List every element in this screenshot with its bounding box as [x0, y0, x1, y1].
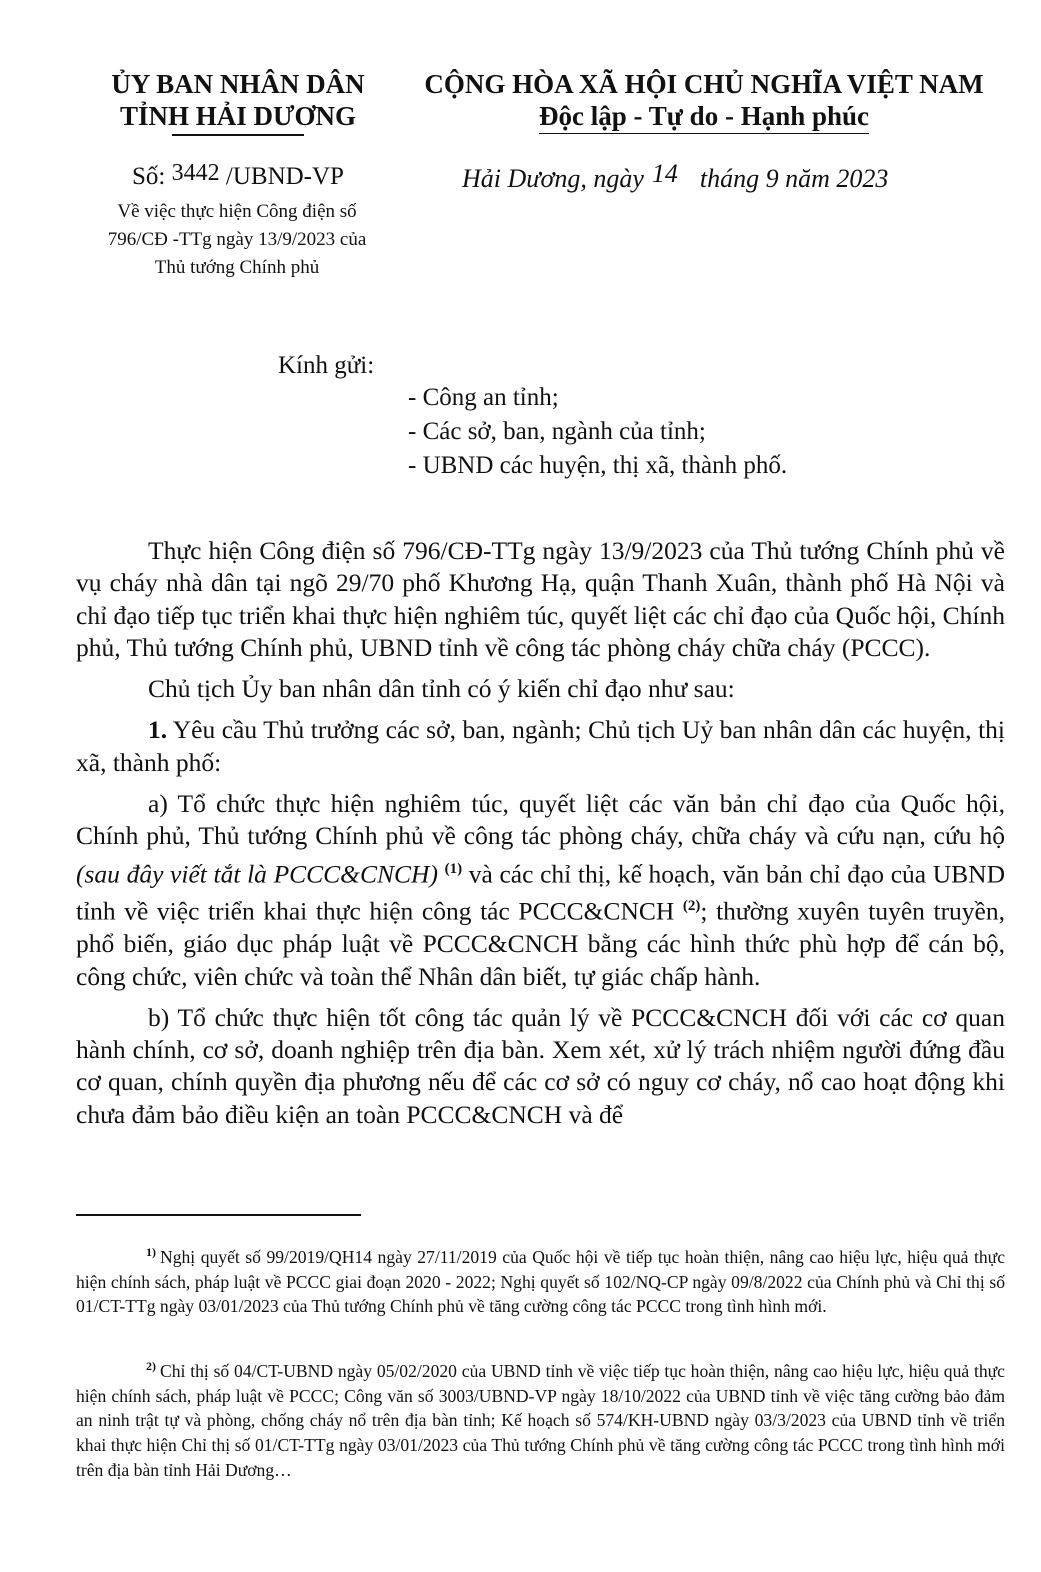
footnote-ref-2[interactable]: (2) — [682, 898, 701, 915]
body-paragraph-1: Thực hiện Công điện số 796/CĐ-TTg ngày 13/9/2023 của Thủ tướng Chính phủ về vụ cháy nhà dân tại ngõ 29/70 phố Khương Hạ, quận Thanh Xuân, thành phố Hà Nội và chỉ đạo tiếp tục triển khai thực hiện nghiêm túc, quyết liệt các chỉ đạo của Quốc hội, Chính phủ, Thủ tướng Chính phủ, UBND tỉnh về công tác phòng cháy chữa cháy (PCCC). — [76, 536, 1005, 662]
national-title-line: CỘNG HÒA XÃ HỘI CHỦ NGHĨA VIỆT NAM — [424, 69, 984, 99]
date-rest: tháng 9 năm 2023 — [699, 164, 889, 193]
document-number-suffix: /UBND-VP — [225, 163, 344, 190]
document-number — [78, 162, 398, 192]
date-day: 14 — [651, 159, 678, 188]
section-text: Yêu cầu Thủ trưởng các sở, ban, ngành; Chủ tịch Uỷ ban nhân dân các huyện, thị xã, thành phố: — [76, 715, 1005, 777]
recipients-greeting: Kính gửi: — [278, 352, 375, 379]
subject-line-1: Về việc thực hiện Công điện số — [117, 201, 357, 222]
section-number: 1. — [148, 715, 168, 745]
body-paragraph-5: b) Tổ chức thực hiện tốt công tác quản lý về PCCC&CNCH đối với các cơ quan hành chính, cơ sở, doanh nghiệp trên địa bàn. Xem xét, xử lý trách nhiệm người đứng đầu cơ quan, chính quyền địa phương nếu để các cơ sở có nguy cơ cháy, nổ cao hoạt động khi chưa đảm bảo điều kiện an toàn PCCC&CNCH và để — [76, 1002, 1005, 1129]
footnote-separator — [76, 1214, 361, 1216]
recipient-item: - Công an tỉnh; — [408, 384, 559, 411]
subject-line-3: Thủ tướng Chính phủ — [154, 257, 320, 278]
footnote-text: Chỉ thị số 04/CT-UBND ngày 05/02/2020 của UBND tỉnh về việc tiếp tục hoàn thiện, nâng cao hiệu lực, hiệu quả thực hiện chính sách, pháp luật về PCCC; Công văn số 3003/UBND-VP ngày 18/10/2022 của UBND tỉnh về việc tăng cường bảo đảm an ninh trật tự và phòng, chống cháy nổ trên địa bàn tỉnh; Kế hoạch số 574/KH-UBND ngày 03/3/2023 của UBND tỉnh về triển khai thực hiện Chỉ thị số 01/CT-TTg ngày 03/01/2023 của Thủ tướng Chính phủ về tăng cường công tác PCCC trong tình hình mới trên địa bàn tỉnh Hải Dương… — [76, 1360, 1005, 1481]
body-paragraph-4 — [76, 788, 1005, 993]
body-paragraph-2: Chủ tịch Ủy ban nhân dân tỉnh có ý kiến chỉ đạo như sau: — [148, 674, 735, 704]
footnote-text: Nghị quyết số 99/2019/QH14 ngày 27/11/2019 của Quốc hội về tiếp tục hoàn thiện, nâng cao hiệu lực, hiệu quả thực hiện chính sách, pháp luật về PCCC giai đoạn 2020 - 2022; Nghị quyết số 102/NQ-CP ngày 09/8/2022 của Chính phủ và Chỉ thị số 01/CT-TTg ngày 03/01/2023 của Thủ tướng Chính phủ về tăng cường công tác PCCC trong tình hình mới. — [76, 1246, 1005, 1317]
footnote-marker: 2) — [146, 1359, 156, 1373]
national-motto: Độc lập - Tự do - Hạnh phúc — [539, 100, 869, 134]
paragraph-text: ; thường xuyên tuyên truyền, phổ biến, giáo dục pháp luật về PCCC&CNCH bằng các hình thức phù hợp để cán bộ, công chức, viên chức và toàn thể Nhân dân biết, tự giác chấp hành. — [76, 896, 1005, 991]
issuing-authority — [78, 68, 398, 136]
authority-line-2: TỈNH HẢI DƯƠNG — [119, 101, 356, 131]
authority-underline — [172, 134, 304, 136]
date-prefix: Hải Dương, ngày — [462, 164, 644, 193]
footnote-ref-1[interactable]: (1) — [444, 860, 463, 877]
document-number-value: 3442 — [171, 160, 220, 186]
footnote-1 — [76, 1240, 1005, 1319]
body-paragraph-3 — [76, 714, 1005, 779]
paragraph-text: và các chỉ thị, kế hoạch, văn bản chỉ đạo của UBND tỉnh về việc triển khai thực hiện công tác PCCC&CNCH — [76, 859, 1005, 926]
abbreviation-note: (sau đây viết tắt là PCCC&CNCH) — [76, 859, 438, 889]
paragraph-text: a) Tổ chức thực hiện nghiêm túc, quyết liệt các văn bản chỉ đạo của Quốc hội, Chính phủ, Thủ tướng Chính phủ về công tác phòng cháy, chữa cháy và cứu nạn, cứu hộ — [76, 789, 1005, 851]
subject-line-2: 796/CĐ -TTg ngày 13/9/2023 của — [107, 229, 367, 250]
document-subject — [60, 198, 414, 282]
document-body — [76, 535, 1005, 1140]
recipient-item: - UBND các huyện, thị xã, thành phố. — [408, 452, 788, 479]
footnote-marker: 1) — [146, 1245, 156, 1259]
document-date — [462, 159, 962, 194]
footnote-2 — [76, 1354, 1005, 1483]
document-number-prefix: Số: — [132, 163, 166, 190]
authority-line-1: ỦY BAN NHÂN DÂN — [111, 69, 365, 99]
national-title — [400, 68, 1008, 134]
recipient-item: - Các sở, ban, ngành của tỉnh; — [408, 418, 706, 445]
